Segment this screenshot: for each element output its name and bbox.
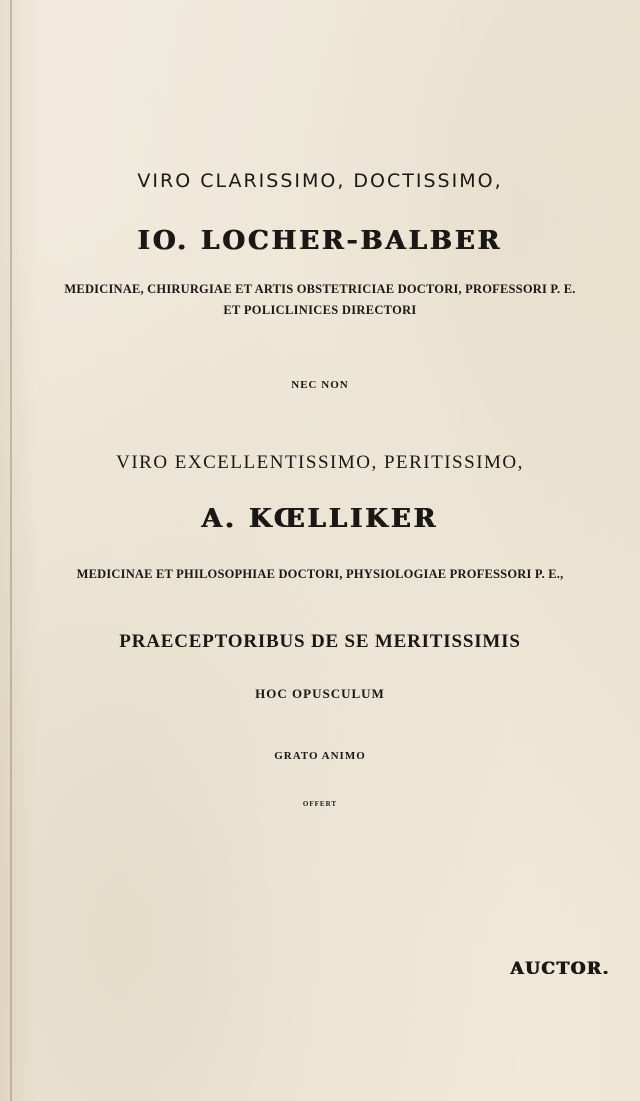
dedication-heading-3: PRAECEPTORIBUS DE SE MERITISSIMIS [119,631,521,652]
honoree-name-2: A. KŒLLIKER [201,504,439,534]
dedication-line-5: GRATO ANIMO [274,750,366,762]
honoree-title-1-line-1: MEDICINAE, CHIRURGIAE ET ARTIS OBSTETRICIAE DOCTORI, PROFESSORI P. E. [64,282,576,296]
dedication-heading-2: VIRO EXCELLENTISSIMO, PERITISSIMO, [116,452,524,473]
binding-edge [10,0,12,1101]
dedication-line-4: HOC OPUSCULUM [255,686,385,701]
honoree-title-1-line-2: ET POLICLINICES DIRECTORI [223,303,417,317]
author-signature: AUCTOR. [510,959,610,979]
connector-text: NEC NON [291,379,349,391]
honoree-name-1: IO. LOCHER-BALBER [137,226,503,256]
dedication-heading-1: VIRO CLARISSIMO, DOCTISSIMO, [137,170,503,192]
dedication-line-6: OFFERT [302,800,338,808]
honoree-title-2: MEDICINAE ET PHILOSOPHIAE DOCTORI, PHYSIOLOGIAE PROFESSORI P. E., [76,567,564,581]
